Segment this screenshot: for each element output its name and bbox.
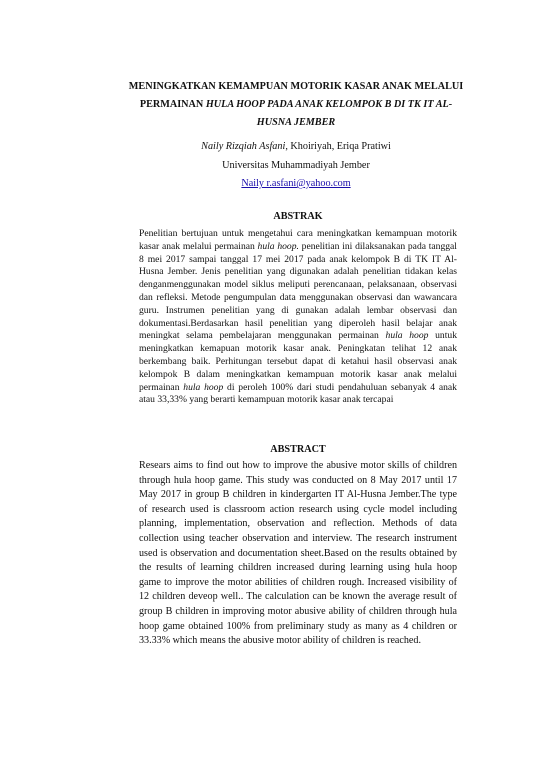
abstrak-text-3: untuk meningkatkan kemapuan motorik kasar anak. Peningkatan telihat 12 anak berkembang baik. Perhitungan tersebut dapat di ketahui hasil observasi anak kelompok B dalam meningkatkan kemampuan motorik kasar anak melalui permainan: [139, 330, 457, 393]
abstrak-heading: ABSTRAK: [273, 211, 323, 222]
affiliation: Universitas Muhammadiyah Jember: [222, 160, 370, 171]
other-authors: , Khoiriyah, Eriqa Pratiwi: [285, 141, 391, 152]
title-line-2: [96, 96, 496, 114]
author-list: [96, 141, 496, 152]
title-line-3-italic: HUSNA JEMBER: [256, 117, 336, 128]
title-line-2-italic: HULA HOOP PADA ANAK KELOMPOK B DI TK IT AL-: [205, 99, 453, 110]
abstract-heading: ABSTRACT: [270, 444, 326, 455]
paper-title: [96, 78, 496, 132]
abstrak-text-2: penelitian ini dilaksanakan pada tanggal 8 mei 2017 sampai tanggal 17 mei 2017 pada anak kelompok B di TK IT Al-Husna Jember. Jenis penelitian yang digunakan adalah penelitian tidakan kelas denganmenggunakan model siklus meliputi perencanaan, pelaksanaan, observasi dan refleksi. Metode pengumpulan data menggunakan observasi dan wawancara guru. Instrumen penelitian yang di gunakan adalah lembar observasi dan dokumentasi.Berdasarkan hasil penelitian yang diperoleh hasil belajar anak meningkat selama pembelajaran menggunakan permainan: [139, 240, 457, 342]
title-line-1: MENINGKATKAN KEMAMPUAN MOTORIK KASAR ANAK MELALUI: [128, 81, 464, 92]
abstract-body: Resears aims to find out how to improve the abusive motor skills of children through hula hoop game. This study was conducted on 8 May 2017 until 17 May 2017 in group B children in kindergarten IT Al-Husna Jember.The type of research used is classroom action research using cycle model including planning, implementation, observation and reflection. Methods of data collection using teacher observation and interview. The research instrument used is observation and documentation sheet.Based on the results obtained by the results of learning children increased during learning using hula hoop game to improve the motor abilities of children rough. Increased visibility of 12 children deveop well.. The calculation can be known the average result of group B children in improving motor abusive ability of children through hula hoop game obtained 100% from preliminary study as many as 4 children or 33.33% which means the abusive motor ability of children is reached.: [139, 460, 457, 647]
abstrak-italic-1: hula hoop.: [257, 240, 299, 252]
abstrak-body: [139, 228, 457, 407]
abstrak-text-4: di peroleh 100% dari studi pendahuluan sebanyak 4 anak atau 33,33% yang berarti kemampuan motorik kasar anak tercapai: [139, 381, 457, 406]
author-email[interactable]: [96, 178, 496, 189]
title-line-3: [96, 114, 496, 132]
email-link[interactable]: Naily r.asfani@yahoo.com: [241, 178, 351, 189]
abstrak-text-1: Penelitian bertujuan untuk mengetahui cara meningkatkan kemampuan motorik kasar anak melalui permainan: [139, 228, 457, 252]
abstrak-italic-2: hula hoop: [385, 330, 429, 342]
title-line-2-plain: PERMAINAN: [139, 99, 206, 110]
first-author: Naily Rizqiah Asfani: [201, 141, 286, 152]
abstrak-italic-3: hula hoop: [183, 381, 224, 393]
